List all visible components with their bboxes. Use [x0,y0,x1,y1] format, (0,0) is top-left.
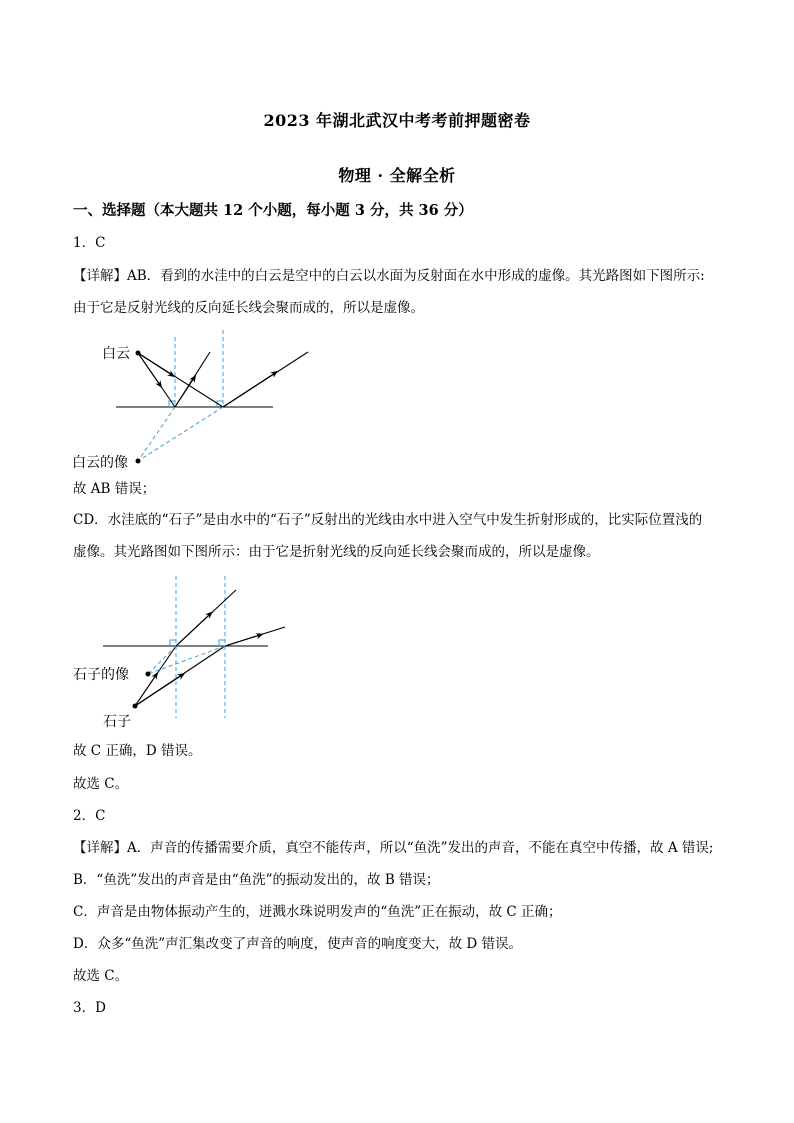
reflection-diagram [60,315,340,475]
q2-answer: 2．C [73,808,106,824]
q2-option-b: B．“鱼洗”发出的声音是由“鱼洗”的振动发出的，故 B 错误； [73,872,440,888]
incident-ray-2-arrow [135,675,182,706]
virtual-extension-1 [138,407,175,461]
right-angle-mark-1 [170,640,176,646]
document-subtitle: 物理 · 全解全析 [338,166,456,185]
q3-answer: 3．D [73,1000,106,1016]
q1-detail-line2: 由于它是反射光线的反向延长线会聚而成的，所以是虚像。 [73,300,424,316]
q1-conclusion-cd: 故 C 正确，D 错误。 [73,743,202,759]
virtual-extension-1 [148,646,176,674]
fig2-stone-label: 石子 [103,714,131,730]
fig2-image-label: 石子的像 [73,667,129,683]
virtual-extension-2 [138,407,223,461]
cloud-point [136,351,141,356]
right-angle-mark-2 [219,640,225,646]
cloud-image-point [136,459,141,464]
stone-point [133,704,138,709]
q2-option-c: C．声音是由物体振动产生的，迸溅水珠说明发声的“鱼洗”正在振动，故 C 正确； [73,904,562,920]
section-heading: 一、选择题（本大题共 12 个小题，每小题 3 分，共 36 分） [73,202,473,219]
q1-cd-line2: 虚像。其光路图如下图所示：由于它是折射光线的反向延长线会聚而成的，所以是虚像。 [73,544,600,560]
q1-choose: 故选 C。 [73,776,129,792]
q2-option-d: D．众多“鱼洗”声汇集改变了声音的响度，使声音的响度变大，故 D 错误。 [73,936,523,952]
reflected-ray-2-arrow [223,373,275,407]
q2-choose: 故选 C。 [73,968,129,984]
q1-detail-line1: 【详解】AB．看到的水洼中的白云是空中的白云以水面为反射面在水中形成的虚像。其光路图如下图所示: [73,268,705,284]
incident-ray-2-arrow [138,353,172,375]
q1-conclusion-ab: 故 AB 错误； [73,481,156,497]
refracted-ray-2-arrow [225,635,260,646]
q2-option-a: 【详解】A．声音的传播需要介质，真空不能传声，所以“鱼洗”发出的声音，不能在真空中传播，故 A 错误; [73,840,714,856]
incident-ray-1-arrow [138,353,160,385]
stone-image-point [146,672,151,677]
document-title: 2023 年湖北武汉中考考前押题密卷 [263,111,531,130]
refraction-diagram [60,570,340,735]
fig1-image-label: 白云的像 [72,455,128,471]
fig1-cloud-label: 白云 [102,346,130,362]
q1-answer: 1．C [73,235,106,251]
q1-cd-line1: CD．水洼底的“石子”是由水中的“石子”反射出的光线由水中进入空气中发生折射形成的，比实际位置浅的 [73,512,703,528]
incident-ray-1-arrow [135,675,156,706]
refracted-ray-1-arrow [176,614,210,646]
